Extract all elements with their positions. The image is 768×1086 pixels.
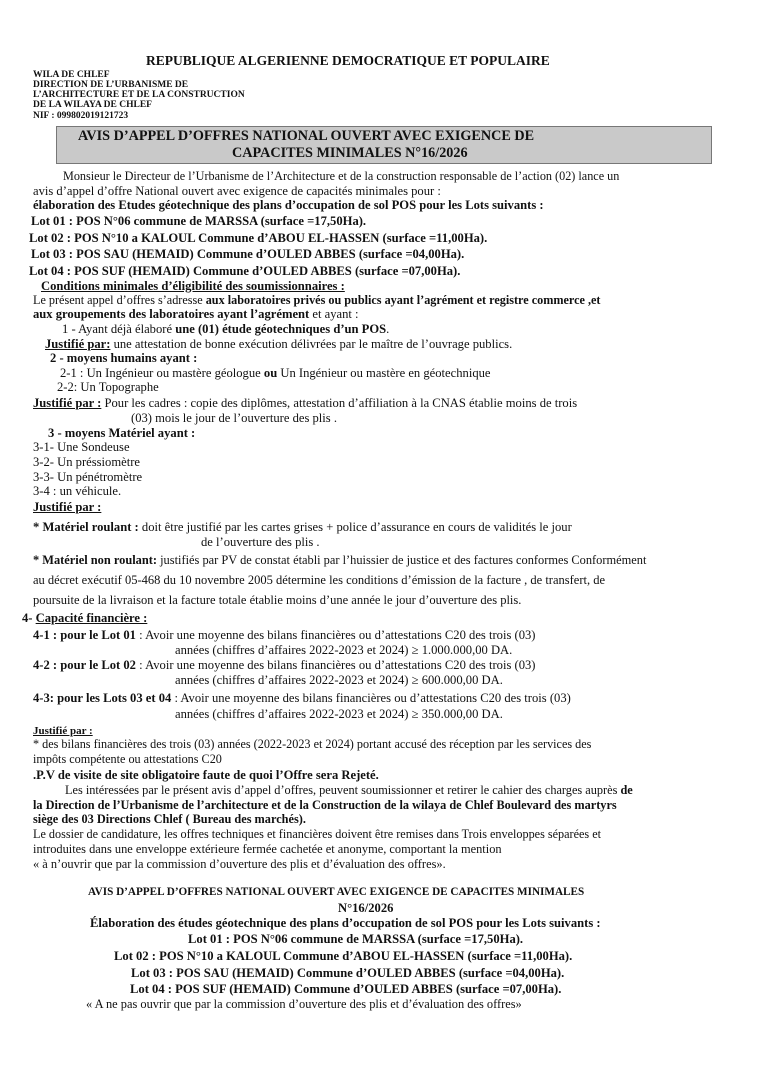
condition-item-2-1-a: 2-1 : Un Ingénieur ou mastère géologue <box>60 366 264 380</box>
financial-heading-text: Capacité financière : <box>35 611 148 625</box>
envelope-lot-1: Lot 01 : POS N°06 commune de MARSSA (surface =17,50Ha). <box>188 932 524 946</box>
financial-item-3-text: : Avoir une moyenne des bilans financières ou d’attestations C20 des trois (03) <box>171 691 571 705</box>
condition-item-1-end: . <box>386 322 390 336</box>
justifie-1 <box>45 337 512 351</box>
conditions-line-2-bold: aux groupements des laboratoires ayant l’agrément <box>33 307 310 321</box>
financial-item-2-text-2: années (chiffres d’affaires 2022-2023 et 2024) ≥ 600.000,00 DA. <box>175 673 503 687</box>
submission-line-1-bold: de <box>620 783 633 797</box>
justifie-1-text: une attestation de bonne exécution délivrées par le maître de l’ouvrage publics. <box>110 337 513 351</box>
financial-justifie-label: Justifié par : <box>33 725 93 737</box>
submission-line-6: « à n’ouvrir que par la commission d’ouverture des plis et d’évaluation des offres». <box>33 857 446 871</box>
envelope-lot-2: Lot 02 : POS N°10 a KALOUL Commune d’ABOU EL-HASSEN (surface =11,00Ha). <box>114 949 573 963</box>
conditions-line-2-normal: et ayant : <box>309 307 359 321</box>
roulant-line-1 <box>33 520 572 534</box>
material-4: 3-4 : un véhicule. <box>33 484 122 498</box>
envelope-mention: « A ne pas ouvrir que par la commission d’ouverture des plis et d’évaluation des offres» <box>86 997 522 1011</box>
condition-item-2-2: 2-2: Un Topographe <box>57 380 159 394</box>
non-roulant-line-3: poursuite de la livraison et la facture totale établie moins d’une année le jour d’ouverture des plis. <box>33 593 522 607</box>
conditions-line-1-normal: Le présent appel d’offres s’adresse <box>33 293 206 307</box>
conditions-heading: Conditions minimales d’éligibilité des soumissionnaires : <box>41 279 345 293</box>
financial-item-1-text: : Avoir une moyenne des bilans financières ou d’attestations C20 des trois (03) <box>135 628 536 642</box>
condition-item-2: 2 - moyens humains ayant : <box>50 351 198 365</box>
org-line-3: L’ARCHITECTURE ET DE LA CONSTRUCTION <box>33 90 245 100</box>
lot-3: Lot 03 : POS SAU (HEMAID) Commune d’OULED ABBES (surface =04,00Ha). <box>31 247 465 261</box>
financial-justifie-line-2: impôts compétente ou attestations C20 <box>33 752 222 766</box>
intro-line-1: Monsieur le Directeur de l’Urbanisme de l’Architecture et de la construction responsable de l’action (02) lance un <box>63 169 620 183</box>
title-line-1: AVIS D’APPEL D’OFFRES NATIONAL OUVERT AVEC EXIGENCE DE <box>78 128 535 144</box>
condition-item-1-bold: une (01) étude géotechniques d’un POS <box>175 322 387 336</box>
financial-item-3-label: 4-3: pour les Lots 03 et 04 <box>33 691 172 705</box>
roulant-line-2: de l’ouverture des plis . <box>201 535 320 549</box>
envelope-title-2: N°16/2026 <box>338 901 394 915</box>
financial-heading-num: 4- <box>22 611 36 625</box>
intro-object: élaboration des Etudes géotechnique des plans d’occupation de sol POS pour les Lots suivants : <box>33 198 544 212</box>
financial-item-2-label: 4-2 : pour le Lot 02 <box>33 658 136 672</box>
financial-heading <box>22 611 147 625</box>
non-roulant-line-2: au décret exécutif 05-468 du 10 novembre 2005 détermine les conditions d’émission de la facture , de transfert, de <box>33 573 606 587</box>
submission-line-2: la Direction de l’Urbanisme de l’architecture et de la Construction de la wilaya de Chlef Boulevard des martyrs <box>33 798 617 812</box>
title-line-2: CAPACITES MINIMALES N°16/2026 <box>232 145 468 161</box>
org-line-4: DE LA WILAYA DE CHLEF <box>33 100 152 110</box>
site-visit-notice: .P.V de visite de site obligatoire faute de quoi l’Offre sera Rejeté. <box>33 768 379 782</box>
non-roulant-label: * Matériel non roulant: <box>33 553 158 567</box>
justifie-1-label: Justifié par: <box>45 337 111 351</box>
non-roulant-text: justifiés par PV de constat établi par l’huissier de justice et des factures conformes Conformément <box>157 553 647 567</box>
financial-item-2-text: : Avoir une moyenne des bilans financières ou d’attestations C20 des trois (03) <box>135 658 536 672</box>
lot-1: Lot 01 : POS N°06 commune de MARSSA (surface =17,50Ha). <box>31 214 367 228</box>
conditions-line-2 <box>33 307 359 321</box>
submission-line-5: introduites dans une enveloppe extérieure fermée cachetée et anonyme, comportant la mention <box>33 842 502 856</box>
roulant-label: * Matériel roulant : <box>33 520 139 534</box>
justifie-2-text-2: (03) mois le jour de l’ouverture des plis . <box>131 411 338 425</box>
republic-heading: REPUBLIQUE ALGERIENNE DEMOCRATIQUE ET POPULAIRE <box>146 53 550 68</box>
non-roulant-line-1 <box>33 553 646 567</box>
material-2: 3-2- Un préssiomètre <box>33 455 141 469</box>
condition-item-1-normal: 1 - Ayant déjà élaboré <box>62 322 176 336</box>
submission-line-3: siège des 03 Directions Chlef ( Bureau des marchés). <box>33 812 306 826</box>
financial-item-1-label: 4-1 : pour le Lot 01 <box>33 628 136 642</box>
condition-item-2-1 <box>60 366 491 380</box>
financial-item-2 <box>33 658 536 672</box>
condition-item-2-1-c: Un Ingénieur ou mastère en géotechnique <box>277 366 491 380</box>
justifie-2 <box>33 396 577 410</box>
material-1: 3-1- Une Sondeuse <box>33 440 130 454</box>
condition-item-2-1-or: ou <box>263 366 278 380</box>
material-3: 3-3- Un pénétromètre <box>33 470 143 484</box>
envelope-object: Élaboration des études géotechnique des plans d’occupation de sol POS pour les Lots suivants : <box>90 916 601 930</box>
envelope-lot-4: Lot 04 : POS SUF (HEMAID) Commune d’OULED ABBES (surface =07,00Ha). <box>130 982 562 996</box>
submission-line-1 <box>65 783 633 797</box>
submission-line-4: Le dossier de candidature, les offres techniques et financières doivent être remises dans Trois enveloppes séparées et <box>33 827 601 841</box>
conditions-line-1 <box>33 293 600 307</box>
submission-line-1-normal: Les intéressées par le présent avis d’appel d’offres, peuvent soumissionner et retirer le cahier des charges auprès <box>65 783 621 797</box>
envelope-title-1: AVIS D’APPEL D’OFFRES NATIONAL OUVERT AVEC EXIGENCE DE CAPACITES MINIMALES <box>88 886 585 898</box>
org-line-2: DIRECTION DE L’URBANISME DE <box>33 80 189 90</box>
intro-line-2: avis d’appel d’offre National ouvert avec exigence de capacités minimales pour : <box>33 184 441 198</box>
envelope-lot-3: Lot 03 : POS SAU (HEMAID) Commune d’OULED ABBES (surface =04,00Ha). <box>131 966 565 980</box>
financial-item-3 <box>33 691 571 705</box>
financial-item-1 <box>33 628 536 642</box>
conditions-line-1-bold: aux laboratoires privés ou publics ayant l’agrément et registre commerce ,et <box>205 293 601 307</box>
condition-item-3: 3 - moyens Matériel ayant : <box>48 426 196 440</box>
roulant-text: doit être justifié par les cartes grises + police d’assurance en cours de validités le jour <box>138 520 572 534</box>
org-line-1: WILA DE CHLEF <box>33 70 110 80</box>
justifie-3-label: Justifié par : <box>33 500 102 514</box>
lot-4: Lot 04 : POS SUF (HEMAID) Commune d’OULED ABBES (surface =07,00Ha). <box>29 264 461 278</box>
justifie-2-label: Justifié par : <box>33 396 102 410</box>
financial-item-3-text-2: années (chiffres d’affaires 2022-2023 et 2024) ≥ 350.000,00 DA. <box>175 707 503 721</box>
condition-item-1 <box>62 322 389 336</box>
lot-2: Lot 02 : POS N°10 a KALOUL Commune d’ABOU EL-HASSEN (surface =11,00Ha). <box>29 231 488 245</box>
nif-line: NIF : 099802019121723 <box>33 111 129 121</box>
financial-item-1-text-2: années (chiffres d’affaires 2022-2023 et 2024) ≥ 1.000.000,00 DA. <box>175 643 513 657</box>
justifie-2-text: Pour les cadres : copie des diplômes, attestation d’affiliation à la CNAS établie moins de trois <box>101 396 578 410</box>
financial-justifie-line-1: * des bilans financières des trois (03) années (2022-2023 et 2024) portant accusé des réception par les services des <box>33 737 592 751</box>
